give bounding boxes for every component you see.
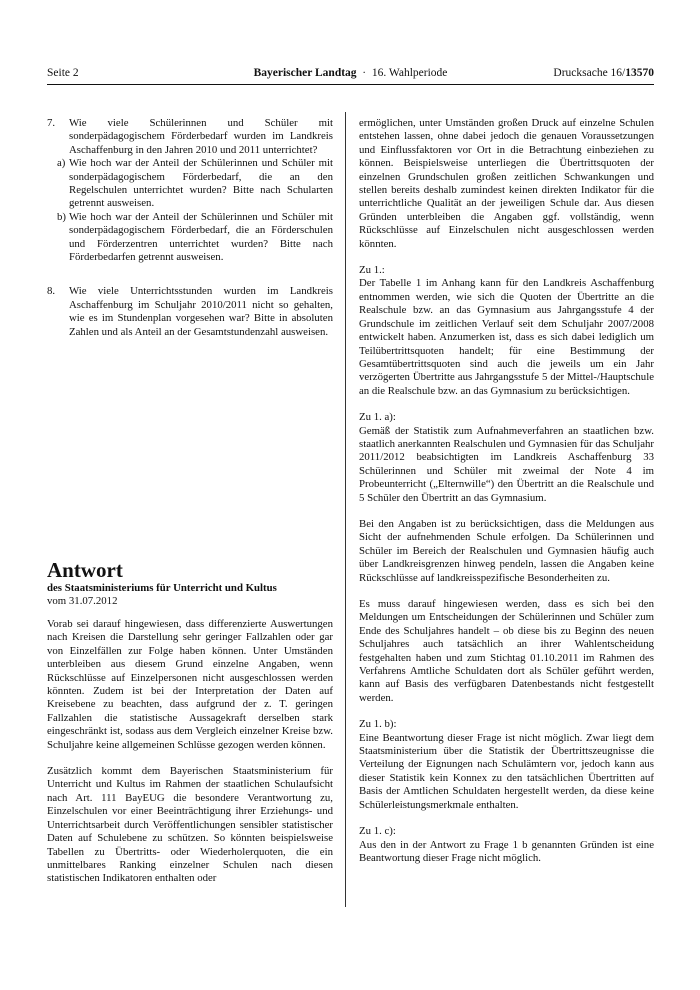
- question-7a: [47, 157, 333, 211]
- answer-section-heading: Zu 1. a):: [359, 411, 396, 424]
- answer-paragraph: Es muss darauf hingewiesen werden, dass es sich bei den Meldungen um Entscheidungen der Schülerinnen und Schüler zum Ende des Schuljahres handelt – ob diese bis zu Beginn des neuen Schuljahres auch tatsächlich an ihrer Wahlentscheidung festgehalten haben und zum Stichtag 01.10.2011 im Rahmen des Verfahrens Amtliche Schuldaten dort als Schüler geführt werden, kann auf Basis des verfügbaren Datenbestands nicht festgestellt werden.: [359, 598, 654, 704]
- answer-paragraph: Vorab sei darauf hingewiesen, dass differenzierte Auswertungen nach Kreisen die Darstellung sehr geringer Fallzahlen oder gar von Einzelfällen zur Folge haben können. Unter Umständen unterbleiben aus diesem Grund einzelne Angaben, wenn Rückschlüsse auf Einzelpersonen nicht ausgeschlossen werden könnten. Zudem ist bei der Interpretation der Daten auf Kreisebene zu beachten, dass aufgrund der z. T. geringen Fallzahlen die statistische Aussagekraft derselben stark eingeschränkt ist, sodass aus dem Vergleich einzelner Kreise bzw. Schuljahre keine allgemeinen Schlüsse gezogen werden können.: [47, 618, 333, 751]
- page-header: [47, 66, 654, 80]
- subquestion-text: Wie hoch war der Anteil der Schülerinnen und Schüler mit sonderpädagogischem Förderbedarf, die an den Regelschulen unterrichtet wurden? Bitte nach Schularten getrennt ausweisen.: [69, 157, 333, 210]
- answer-paragraph: Eine Beantwortung dieser Frage ist nicht möglich. Zwar liegt dem Staatsministerium über die Statistik der Übertrittszeugnisse die Verteilung der Eignungen nach Schulämtern vor, jedoch kann aus dieser Statistik kein Konnex zu den tatsächlichen Übertritten auf Basis der Amtlichen Schuldaten hergestellt werden, da diese keine Schülerleistungsmerkmale enthalten.: [359, 731, 654, 811]
- answer-paragraph: Zusätzlich kommt dem Bayerischen Staatsministerium für Unterricht und Kultus im Rahmen der staatlichen Schulaufsicht nach Art. 111 BayEUG die besondere Verantwortung zu, Einzelschulen vor einer Beeinträchtigung ihrer Erziehungs- und Unterrichtsarbeit durch Veröffentlichungen sensibler statistischer Daten auf Schulebene zu schützen. So könnten beispielsweise Tabellen zu Übertritts- oder Wiederholerquoten, die ein unmittelbares Ranking einzelner Schulen nach diesen statistischen Indikatoren enthalten oder: [47, 765, 333, 885]
- answer-paragraph: Gemäß der Statistik zum Aufnahmeverfahren an staatlichen bzw. staatlich anerkannten Realschulen und Gymnasien für das Schuljahr 2011/2012 beabsichtigten im Landkreis Aschaffenburg 33 Schülerinnen und Schüler mit zweimal der Note 4 im Probeunterricht („Elternwille“) den Übertritt an die Realschule und 5 Schüler den Übertritt an das Gymnasium.: [359, 424, 654, 504]
- question-text: Wie viele Unterrichtsstunden wurden im Landkreis Aschaffenburg im Schuljahr 2010/2011 nicht so gehalten, wie es im Stundenplan vorgesehen war? Bitte in absoluten Zahlen und als Anteil an der Gesamtstundenzahl ausweisen.: [69, 285, 333, 338]
- answer-section-heading: Zu 1.:: [359, 264, 385, 277]
- answer-ministry: des Staatsministeriums für Unterricht und Kultus: [47, 582, 277, 594]
- answer-date: vom 31.07.2012: [47, 595, 118, 608]
- answer-body-left: [47, 618, 333, 886]
- answer-paragraph-continued: ermöglichen, unter Umständen großen Druck auf einzelne Schulen entstehen lassen, ohne dabei jedoch die genauen Voraussetzungen und Einflussfaktoren vor Ort in die Betrachtung einbeziehen zu können. Beispielsweise unterliegen die Übertrittsquoten der einzelnen Grundschulen großen zeitlichen Schwankungen und stellen bereits deshalb zumindest keinen direkten Indikator für die unterrichtliche Qualität an der jeweiligen Schule dar. Aus diesen Gründen unterbleiben die Angaben ggf. vollständig, wenn Rückschlüsse auf Einzelschulen nicht ausgeschlossen werden könnten.: [359, 117, 654, 250]
- header-separator: ·: [362, 67, 367, 79]
- question-7b: [47, 211, 333, 265]
- question-text: Wie viele Schülerinnen und Schüler mit sonderpädagogischem Förderbedarf wurden im Landkreis Aschaffenburg in den Jahren 2010 und 2011 unterrichtet?: [69, 117, 333, 156]
- subquestion-text: Wie hoch war der Anteil der Schülerinnen und Schüler mit sonderpädagogischem Förderbedarf, die an Förderschulen und Förderzentren unterrichtet wurden? Bitte nach Förderbedarfen getrennt ausweisen.: [69, 210, 333, 264]
- election-period: 16. Wahlperiode: [371, 67, 448, 79]
- answer-title: Antwort: [47, 558, 123, 582]
- answer-section-heading: Zu 1. b):: [359, 718, 397, 731]
- questions-column: [47, 117, 333, 339]
- drucksache-id: [553, 66, 654, 80]
- question-7: [47, 117, 333, 157]
- parliament-name: Bayerischer Landtag: [253, 67, 357, 79]
- answer-paragraph: Aus den in der Antwort zu Frage 1 b genannten Gründen ist eine Beantwortung dieser Frage nicht möglich.: [359, 838, 654, 864]
- subquestion-label: a): [57, 157, 66, 170]
- question-8: [47, 285, 333, 339]
- drucksache-number: 13570: [625, 67, 654, 79]
- answer-paragraph: Der Tabelle 1 im Anhang kann für den Landkreis Aschaffenburg entnommen werden, wie sich die Quoten der Übertritte an die Realschule bzw. an das Gymnasium aus Jahrgangsstufe 4 der Grundschule im zeitlichen Verlauf seit dem Schuljahr 2007/2008 entwickelt haben. Anzumerken ist, dass es sich dabei lediglich um Teilübertrittsquoten handelt; für eine Bestimmung der Gesamtübertrittsquoten sind auch die jeweils um ein Jahr verzögerten Übertritte aus Jahrgangsstufe 5 der Mittel-/Hauptschule an die Realschule bzw. an das Gymnasium zu berücksichtigen.: [359, 277, 654, 397]
- column-divider: [345, 112, 346, 907]
- answer-paragraph: Bei den Angaben ist zu berücksichtigen, dass die Meldungen aus Sicht der aufnehmenden Schule erfolgen. Da Schülerinnen und Schüler im Bereich der Realschulen und Gymnasien häufig auch über Landkreisgrenzen hinweg pendeln, lassen die Angaben keine Rückschlüsse auf landkreisspezifische Besonderheiten zu.: [359, 517, 654, 584]
- drucksache-prefix: Drucksache 16/: [553, 67, 626, 79]
- question-number: 8.: [47, 285, 56, 298]
- answer-section-heading: Zu 1. c):: [359, 825, 396, 838]
- answer-column-right: [359, 117, 654, 865]
- header-rule: [47, 84, 654, 85]
- question-number: 7.: [47, 117, 56, 129]
- answer-heading: [47, 558, 333, 609]
- page-number: Seite 2: [47, 67, 79, 79]
- subquestion-label: b): [57, 210, 66, 223]
